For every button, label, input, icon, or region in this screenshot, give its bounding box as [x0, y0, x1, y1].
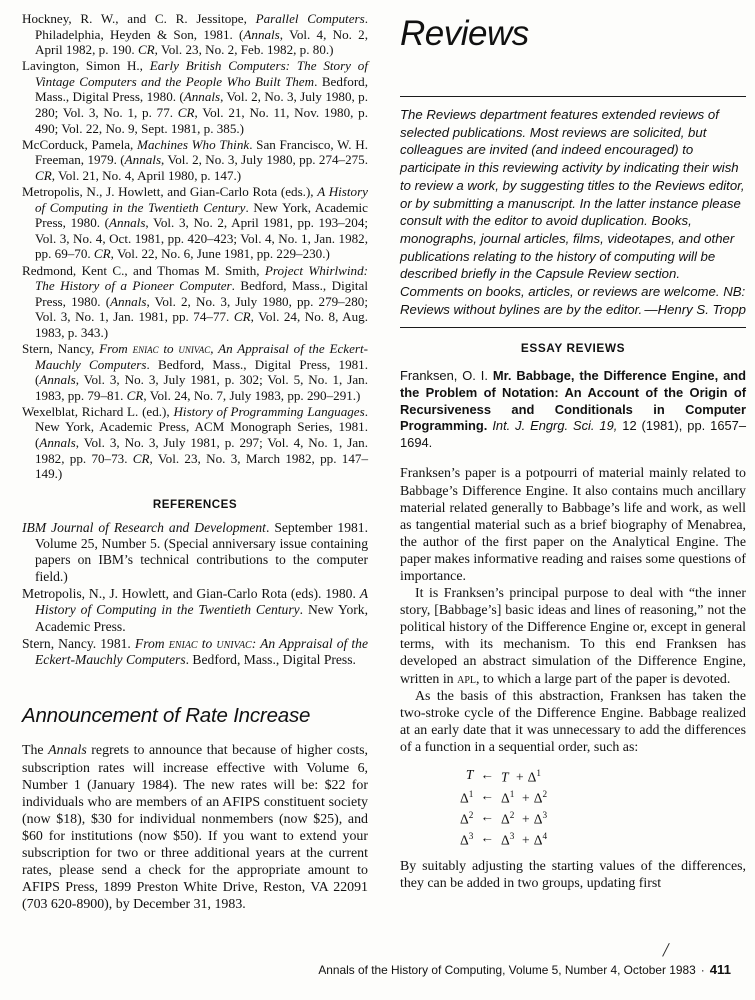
equation-rhs: $\Delta^3 + \Delta^4$ — [500, 830, 548, 848]
footer-separator: · — [700, 963, 705, 977]
department-note-text: The Reviews department features extended reviews of selected publications. Most reviews are solicited, but colleagues are invited (and indeed encouraged) to participate in this reviewing activity by indicating their wish to review a work, by suggesting titles to the Reviews editor, or by submitting a manuscript. In the latter instance please consult with the editor to avoid duplication. Books, monographs, journal articles, films, videotapes, and other publications relating to the history of computing will be described briefly in the Capsule Review section. Comments on books, articles, or reviews are welcome. NB: Reviews without bylines are by the editor. — [400, 107, 746, 317]
reference-entry: Metropolis, N., J. Howlett, and Gian-Carlo Rota (eds). 1980. A History of Computing in the Twentieth Century. New York, Academic Press. — [22, 586, 368, 634]
review-paragraph-closing: By suitably adjusting the starting values of the differences, they can be added in two groups, updating first — [400, 858, 746, 891]
department-byline: —Henry S. Tropp — [644, 301, 746, 317]
review-paragraph: It is Franksen’s principal purpose to deal with “the inner story, [Babbage’s] basic ideas and lines of reasoning,” not the political history of the Difference Engine or, except in general terms, with its mechanism. To this end Franksen has developed an abstract simulation of the Difference Engine, written in apl, to which a large part of the paper is devoted. — [400, 586, 746, 687]
essay-reviews-heading: ESSAY REVIEWS — [520, 341, 626, 356]
bibliography-entry: Stern, Nancy, From eniac to univac, An Appraisal of the Eckert-Mauchly Computers. Bedford, Mass., Digital Press, 1981. (Annals, Vol. 3, No. 3, July 1981, p. 302; Vol. 5, No. 1, Jan. 1983, pp. 79–81. CR, Vol. 24, No. 7, July 1983, pp. 290–291.) — [22, 340, 369, 403]
footer-citation: Annals of the History of Computing, Volume 5, Number 4, October 1983 — [318, 963, 696, 977]
equation-lhs: $\Delta^3$ — [460, 830, 474, 848]
assign-arrow-icon: ← — [480, 809, 494, 825]
equation-rhs: $\Delta^1 + \Delta^2$ — [500, 788, 548, 806]
divider-top — [400, 96, 746, 97]
equation-row — [458, 807, 549, 828]
equation-row — [458, 765, 549, 786]
assign-arrow-icon: ← — [480, 767, 494, 783]
bibliography-list — [22, 11, 368, 482]
references-list — [22, 520, 368, 669]
page-footer — [0, 962, 731, 977]
announcement-title: Announcement of Rate Increase — [22, 704, 311, 728]
equation-rhs: $T + \Delta^1$ — [500, 768, 542, 785]
page-number: 411 — [709, 962, 731, 977]
left-column — [22, 0, 368, 913]
bibliography-entry: Redmond, Kent C., and Thomas M. Smith, Project Whirlwind: The History of a Pioneer Computer. Bedford, Mass., Digital Press, 1980. (Annals, Vol. 2, No. 3, July 1980, pp. 279–280; Vol. 3, No. 1, Jan. 1981, pp. 74–77. CR, Vol. 24, No. 8, Aug. 1983, p. 343.) — [22, 262, 369, 340]
reference-entry: IBM Journal of Research and Development. September 1981. Volume 25, Number 5. (Special anniversary issue containing papers on IBM’s technical contributions to the computer field.) — [22, 519, 368, 584]
bibliography-entry: Wexelblat, Richard L. (ed.), History of Programming Languages. New York, Academic Press, ACM Monograph Series, 1981. (Annals, Vol. 3, No. 3, July 1981, p. 297; Vol. 4, No. 1, Jan. 1982, pp. 70–73. CR, Vol. 23, No. 3, March 1982, pp. 147–149.) — [22, 403, 368, 482]
review-citation: Franksen, O. I. Mr. Babbage, the Difference Engine, and the Problem of Notation: An Account of the Origin of Recursiveness and Conditionals in Computer Programming. Int. J. Engrg. Sci. 19, 12 (1981), pp. 1657–1694. — [400, 368, 747, 450]
department-note — [400, 106, 746, 318]
page-title: Reviews — [400, 14, 529, 53]
equation-row — [458, 786, 549, 807]
bibliography-entry: Hockney, R. W., and C. R. Jessitope, Parallel Computers. Philadelphia, Heyden & Son, 1981. (Annals, Vol. 4, No. 2, April 1982, p. 190. CR, Vol. 23, No. 2, Feb. 1982, p. 80.) — [22, 11, 368, 58]
assign-arrow-icon: ← — [480, 788, 494, 804]
divider-essay — [400, 327, 746, 328]
reference-entry: Stern, Nancy. 1981. From eniac to univac: An Appraisal of the Eckert-Mauchly Computers. Bedford, Mass., Digital Press. — [22, 635, 369, 668]
equation-rhs: $\Delta^2 + \Delta^3$ — [500, 809, 548, 827]
review-paragraph: Franksen’s paper is a potpourri of material mainly related to Babbage’s Difference Engine. It also contains much ancillary material related generally to Babbage’s life and work, as well as tangential material such as a brief biography of Menabrea, the author of the first paper on the Analytical Engine. The paper makes informative reading and raises some questions of importance. — [400, 466, 746, 584]
assign-arrow-icon: ← — [480, 830, 494, 846]
announcement-body: The Annals regrets to announce that because of higher costs, subscription rates will increase effective with Volume 6, Number 1 (January 1984). The new rates will be: $22 for individuals who are members of an AFIPS constituent society (now $18), $30 for individual nonmembers (now $25), and $60 for institutions (now $50). If you want to extend your subscription for two or three additional years at the current rates, please send a check for the appropriate amount to AFIPS Press, 1899 Preston White Drive, Reston, VA 22091 (703 620-8900), by December 31, 1983. — [22, 743, 368, 913]
bibliography-entry: Lavington, Simon H., Early British Computers: The Story of Vintage Computers and the People Who Built Them. Bedford, Mass., Digital Press, 1980. (Annals, Vol. 2, No. 3, July 1980, p. 280; Vol. 3, No. 1, p. 77. CR, Vol. 21, No. 11, Nov. 1980, p. 490; Vol. 22, No. 9, Sept. 1981, p. 385.) — [22, 58, 369, 136]
bibliography-entry: Metropolis, N., J. Howlett, and Gian-Carlo Rota (eds.), A History of Computing in the Twentieth Century. New York, Academic Press, 1980. (Annals, Vol. 3, No. 2, April 1981, pp. 193–204; Vol. 3, No. 4, Oct. 1981, pp. 420–423; Vol. 4, No. 1, Jan. 1982, pp. 69–70. CR, Vol. 22, No. 6, June 1981, pp. 229–230.) — [22, 184, 368, 262]
equation-lhs: T — [465, 767, 474, 783]
equation-lhs: $\Delta^1$ — [460, 788, 474, 806]
review-paragraph: As the basis of this abstraction, Franksen has taken the two-stroke cycle of the Difference Engine. Babbage realized at an early date that it was unnecessary to add the differences of a function in a sequential order, such as: — [400, 688, 746, 755]
bibliography-entry: McCorduck, Pamela, Machines Who Think. San Francisco, W. H. Freeman, 1979. (Annals, Vol. 2, No. 3, July 1980, pp. 274–275. CR, Vol. 21, No. 4, April 1980, p. 147.) — [22, 136, 369, 183]
equation-table — [458, 765, 549, 849]
equation-row — [458, 828, 549, 849]
equation-lhs: $\Delta^2$ — [460, 809, 474, 827]
references-heading: REFERENCES — [152, 497, 238, 511]
right-column — [400, 0, 746, 892]
scan-stray-mark: / — [661, 937, 671, 962]
difference-equations — [400, 765, 746, 849]
